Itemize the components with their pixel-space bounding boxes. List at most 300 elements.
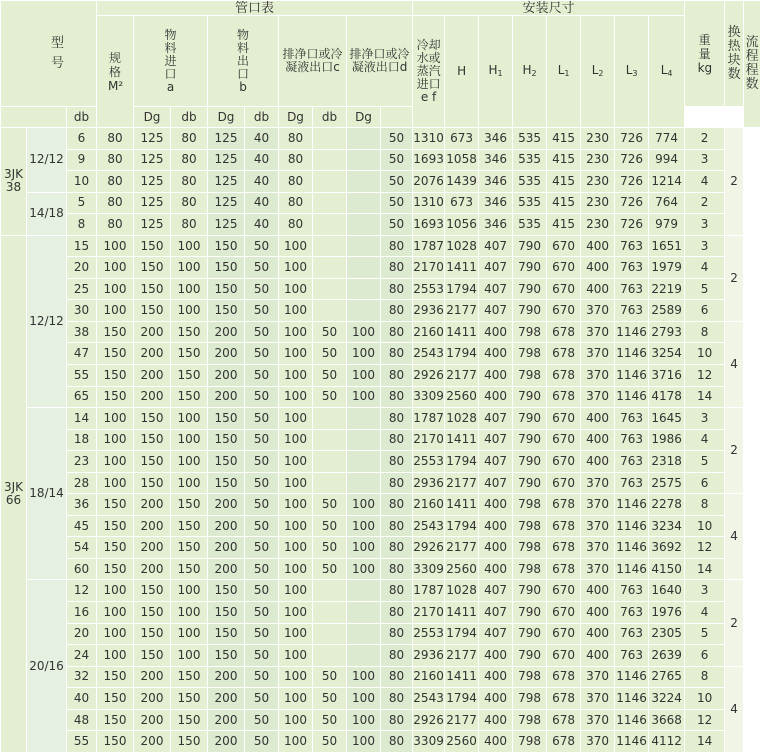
data-cell: 150 bbox=[97, 515, 134, 537]
data-cell: 670 bbox=[547, 278, 581, 300]
data-cell: 150 bbox=[208, 472, 245, 494]
data-cell: 673 bbox=[445, 192, 479, 214]
data-cell: 1146 bbox=[615, 558, 649, 580]
data-cell: 8 bbox=[685, 666, 725, 688]
data-cell: 2553 bbox=[413, 623, 445, 645]
data-cell: 2936 bbox=[413, 472, 445, 494]
data-cell: 100 bbox=[171, 300, 208, 322]
group-cell: 20/16 bbox=[27, 580, 67, 753]
data-cell: 4178 bbox=[649, 386, 685, 408]
data-cell: 40 bbox=[245, 214, 279, 236]
data-cell: 150 bbox=[97, 709, 134, 731]
data-cell: 678 bbox=[547, 365, 581, 387]
data-cell: 763 bbox=[615, 602, 649, 624]
data-cell: 100 bbox=[279, 365, 313, 387]
data-cell: 407 bbox=[479, 300, 513, 322]
data-cell: 80 bbox=[381, 688, 413, 710]
data-cell: 763 bbox=[615, 278, 649, 300]
data-cell: 798 bbox=[513, 731, 547, 753]
data-cell: 150 bbox=[208, 451, 245, 473]
data-cell: 150 bbox=[97, 666, 134, 688]
table-row bbox=[1, 429, 761, 451]
data-cell: 150 bbox=[171, 558, 208, 580]
data-cell: 3 bbox=[685, 214, 725, 236]
data-cell: 2639 bbox=[649, 645, 685, 667]
data-cell: 2543 bbox=[413, 515, 445, 537]
data-cell: 2170 bbox=[413, 429, 445, 451]
data-cell: 370 bbox=[581, 731, 615, 753]
data-cell: 125 bbox=[208, 192, 245, 214]
data-cell: 200 bbox=[208, 365, 245, 387]
data-cell: 50 bbox=[245, 494, 279, 516]
table-row bbox=[1, 558, 761, 580]
data-cell: 400 bbox=[479, 494, 513, 516]
model-cell bbox=[1, 235, 27, 752]
data-cell: 790 bbox=[513, 429, 547, 451]
data-cell: 415 bbox=[547, 128, 581, 150]
data-cell: 50 bbox=[245, 235, 279, 257]
data-cell: 80 bbox=[381, 602, 413, 624]
data-cell: 100 bbox=[171, 602, 208, 624]
data-cell: 678 bbox=[547, 494, 581, 516]
data-cell: 100 bbox=[347, 494, 381, 516]
data-cell: 80 bbox=[381, 429, 413, 451]
data-cell: 125 bbox=[208, 171, 245, 193]
data-cell: 100 bbox=[171, 472, 208, 494]
data-cell bbox=[313, 429, 347, 451]
data-cell: 100 bbox=[171, 429, 208, 451]
table-row bbox=[1, 515, 761, 537]
data-cell: 50 bbox=[245, 558, 279, 580]
outlet-b-db: db bbox=[171, 107, 208, 128]
h-header: H bbox=[445, 16, 479, 128]
data-cell: 150 bbox=[208, 429, 245, 451]
data-cell: 370 bbox=[581, 688, 615, 710]
data-cell: 200 bbox=[208, 537, 245, 559]
data-cell bbox=[313, 128, 347, 150]
data-cell: 50 bbox=[245, 343, 279, 365]
data-cell: 100 bbox=[279, 709, 313, 731]
data-cell: 400 bbox=[581, 235, 615, 257]
data-cell: 4150 bbox=[649, 558, 685, 580]
data-cell: 200 bbox=[134, 558, 171, 580]
data-cell: 150 bbox=[171, 537, 208, 559]
passes-cell: 2 bbox=[725, 580, 744, 666]
data-cell: 200 bbox=[134, 666, 171, 688]
data-cell: 2936 bbox=[413, 645, 445, 667]
data-cell bbox=[313, 300, 347, 322]
drain-c-dg: Dg bbox=[279, 107, 313, 128]
data-cell: 100 bbox=[279, 537, 313, 559]
inlet-a-dg: Dg bbox=[134, 107, 171, 128]
data-cell: 100 bbox=[97, 300, 134, 322]
data-cell: 763 bbox=[615, 300, 649, 322]
data-cell: 1645 bbox=[649, 408, 685, 430]
data-cell: 150 bbox=[171, 365, 208, 387]
outlet-b-dg: Dg bbox=[208, 107, 245, 128]
table-row bbox=[1, 666, 761, 688]
data-cell: 150 bbox=[171, 666, 208, 688]
data-cell: 994 bbox=[649, 149, 685, 171]
spec-cell: 60 bbox=[67, 558, 97, 580]
table-row bbox=[1, 171, 761, 193]
data-cell: 80 bbox=[381, 494, 413, 516]
data-cell: 678 bbox=[547, 321, 581, 343]
data-cell: 50 bbox=[245, 666, 279, 688]
data-cell: 80 bbox=[381, 731, 413, 753]
data-cell: 80 bbox=[97, 192, 134, 214]
data-cell bbox=[347, 257, 381, 279]
data-cell: 2765 bbox=[649, 666, 685, 688]
table-row bbox=[1, 688, 761, 710]
data-cell: 40 bbox=[245, 128, 279, 150]
outlet-b-header: 物料出口b bbox=[208, 16, 279, 107]
data-cell: 1693 bbox=[413, 149, 445, 171]
data-cell: 150 bbox=[171, 343, 208, 365]
data-cell: 407 bbox=[479, 278, 513, 300]
table-row bbox=[1, 537, 761, 559]
data-cell: 12 bbox=[685, 709, 725, 731]
data-cell: 2177 bbox=[445, 300, 479, 322]
data-cell: 370 bbox=[581, 709, 615, 731]
data-cell: 1146 bbox=[615, 731, 649, 753]
data-cell: 2560 bbox=[445, 558, 479, 580]
data-cell: 50 bbox=[245, 451, 279, 473]
data-cell: 1411 bbox=[445, 602, 479, 624]
data-cell: 370 bbox=[581, 321, 615, 343]
passes-cell: 2 bbox=[725, 408, 744, 494]
data-cell: 535 bbox=[513, 128, 547, 150]
data-cell: 1411 bbox=[445, 429, 479, 451]
data-cell: 2305 bbox=[649, 623, 685, 645]
spec-table-body bbox=[1, 128, 761, 753]
drain-c-header: 排净口或冷凝液出口c bbox=[279, 16, 347, 107]
data-cell: 200 bbox=[134, 537, 171, 559]
model-header: 型号 bbox=[1, 1, 97, 107]
table-row bbox=[1, 257, 761, 279]
data-cell: 50 bbox=[245, 709, 279, 731]
data-cell: 1146 bbox=[615, 343, 649, 365]
model-label: 3JK38 bbox=[3, 167, 24, 195]
data-cell: 798 bbox=[513, 365, 547, 387]
data-cell: 50 bbox=[313, 537, 347, 559]
data-cell: 80 bbox=[171, 192, 208, 214]
data-cell: 50 bbox=[313, 666, 347, 688]
spec-cell: 14 bbox=[67, 408, 97, 430]
data-cell: 1411 bbox=[445, 494, 479, 516]
data-cell: 200 bbox=[134, 731, 171, 753]
data-cell: 150 bbox=[97, 321, 134, 343]
data-cell: 100 bbox=[279, 515, 313, 537]
data-cell: 2160 bbox=[413, 666, 445, 688]
weight-plates-subheader-blank bbox=[381, 107, 445, 128]
data-cell: 790 bbox=[513, 257, 547, 279]
data-cell: 200 bbox=[134, 343, 171, 365]
data-cell bbox=[347, 300, 381, 322]
pipe-group-header: 管口表 bbox=[97, 1, 413, 16]
data-cell: 100 bbox=[279, 472, 313, 494]
data-cell: 1794 bbox=[445, 688, 479, 710]
data-cell: 80 bbox=[381, 580, 413, 602]
data-cell: 400 bbox=[581, 580, 615, 602]
data-cell: 3 bbox=[685, 149, 725, 171]
data-cell: 670 bbox=[547, 645, 581, 667]
data-cell: 50 bbox=[313, 515, 347, 537]
data-cell: 150 bbox=[134, 257, 171, 279]
data-cell: 14 bbox=[685, 731, 725, 753]
data-cell: 1794 bbox=[445, 451, 479, 473]
data-cell: 50 bbox=[245, 300, 279, 322]
data-cell: 200 bbox=[134, 515, 171, 537]
data-cell: 3 bbox=[685, 580, 725, 602]
group-cell: 12/12 bbox=[27, 128, 67, 193]
data-cell: 1787 bbox=[413, 408, 445, 430]
data-cell: 678 bbox=[547, 515, 581, 537]
data-cell: 12 bbox=[685, 537, 725, 559]
data-cell: 4 bbox=[685, 602, 725, 624]
passes-cell: 4 bbox=[725, 666, 744, 752]
table-row bbox=[1, 580, 761, 602]
data-cell: 370 bbox=[581, 472, 615, 494]
spec-cell: 18 bbox=[67, 429, 97, 451]
data-cell: 150 bbox=[208, 235, 245, 257]
data-cell bbox=[347, 192, 381, 214]
model-subheader-blank bbox=[1, 107, 67, 128]
data-cell: 150 bbox=[97, 386, 134, 408]
data-cell: 4 bbox=[685, 429, 725, 451]
data-cell: 80 bbox=[381, 386, 413, 408]
spec-cell: 55 bbox=[67, 365, 97, 387]
data-cell: 764 bbox=[649, 192, 685, 214]
data-cell: 1411 bbox=[445, 257, 479, 279]
data-cell: 80 bbox=[381, 257, 413, 279]
data-cell: 1310 bbox=[413, 128, 445, 150]
data-cell: 100 bbox=[279, 645, 313, 667]
data-cell: 230 bbox=[581, 192, 615, 214]
data-cell: 100 bbox=[171, 408, 208, 430]
data-cell: 407 bbox=[479, 235, 513, 257]
table-row bbox=[1, 472, 761, 494]
data-cell: 230 bbox=[581, 128, 615, 150]
data-cell: 1146 bbox=[615, 709, 649, 731]
table-row bbox=[1, 408, 761, 430]
data-cell: 125 bbox=[208, 214, 245, 236]
data-cell: 346 bbox=[479, 214, 513, 236]
data-cell: 2177 bbox=[445, 645, 479, 667]
data-cell: 678 bbox=[547, 558, 581, 580]
data-cell: 2318 bbox=[649, 451, 685, 473]
data-cell: 670 bbox=[547, 451, 581, 473]
spec-cell: 45 bbox=[67, 515, 97, 537]
data-cell: 4 bbox=[685, 257, 725, 279]
data-cell: 670 bbox=[547, 257, 581, 279]
data-cell: 100 bbox=[347, 386, 381, 408]
data-cell: 150 bbox=[208, 645, 245, 667]
data-cell: 80 bbox=[279, 171, 313, 193]
data-cell: 100 bbox=[279, 408, 313, 430]
passes-cell: 4 bbox=[725, 321, 744, 407]
data-cell: 200 bbox=[134, 365, 171, 387]
data-cell: 2076 bbox=[413, 171, 445, 193]
data-cell: 50 bbox=[245, 602, 279, 624]
data-cell: 100 bbox=[97, 257, 134, 279]
spec-cell: 36 bbox=[67, 494, 97, 516]
install-group-header: 安装尺寸 bbox=[413, 1, 685, 16]
data-cell: 5 bbox=[685, 623, 725, 645]
data-cell: 200 bbox=[208, 666, 245, 688]
data-cell: 50 bbox=[313, 321, 347, 343]
data-cell: 3 bbox=[685, 408, 725, 430]
data-cell: 790 bbox=[513, 580, 547, 602]
data-cell: 230 bbox=[581, 214, 615, 236]
drain-d-db: db bbox=[313, 107, 347, 128]
data-cell: 1146 bbox=[615, 537, 649, 559]
data-cell: 726 bbox=[615, 214, 649, 236]
data-cell: 370 bbox=[581, 300, 615, 322]
data-cell: 150 bbox=[171, 494, 208, 516]
spec-cell: 65 bbox=[67, 386, 97, 408]
data-cell: 80 bbox=[97, 149, 134, 171]
data-cell: 790 bbox=[513, 408, 547, 430]
data-cell: 798 bbox=[513, 343, 547, 365]
data-cell bbox=[313, 278, 347, 300]
data-cell: 790 bbox=[513, 645, 547, 667]
data-cell: 150 bbox=[97, 365, 134, 387]
data-cell: 2926 bbox=[413, 709, 445, 731]
data-cell: 50 bbox=[245, 429, 279, 451]
data-cell: 400 bbox=[581, 257, 615, 279]
data-cell: 400 bbox=[479, 537, 513, 559]
data-cell: 2177 bbox=[445, 537, 479, 559]
data-cell: 798 bbox=[513, 321, 547, 343]
data-cell: 100 bbox=[97, 278, 134, 300]
data-cell: 100 bbox=[279, 688, 313, 710]
data-cell: 80 bbox=[381, 343, 413, 365]
data-cell: 726 bbox=[615, 192, 649, 214]
data-cell: 763 bbox=[615, 472, 649, 494]
data-cell: 400 bbox=[581, 429, 615, 451]
data-cell: 2278 bbox=[649, 494, 685, 516]
data-cell: 670 bbox=[547, 429, 581, 451]
data-cell: 774 bbox=[649, 128, 685, 150]
data-cell: 14 bbox=[685, 386, 725, 408]
data-cell: 3254 bbox=[649, 343, 685, 365]
data-cell: 2177 bbox=[445, 709, 479, 731]
data-cell: 100 bbox=[97, 451, 134, 473]
data-cell: 80 bbox=[381, 235, 413, 257]
spec-cell: 12 bbox=[67, 580, 97, 602]
data-cell: 10 bbox=[685, 343, 725, 365]
data-cell: 230 bbox=[581, 149, 615, 171]
data-cell: 2170 bbox=[413, 257, 445, 279]
spec-cell: 15 bbox=[67, 235, 97, 257]
data-cell bbox=[347, 451, 381, 473]
data-cell: 4112 bbox=[649, 731, 685, 753]
passes-header: 流程程数 bbox=[744, 1, 761, 128]
data-cell: 1794 bbox=[445, 623, 479, 645]
data-cell: 100 bbox=[171, 278, 208, 300]
data-cell: 1146 bbox=[615, 515, 649, 537]
data-cell: 80 bbox=[97, 128, 134, 150]
data-cell: 200 bbox=[134, 709, 171, 731]
data-cell: 80 bbox=[381, 408, 413, 430]
data-cell: 400 bbox=[479, 666, 513, 688]
data-cell: 100 bbox=[97, 602, 134, 624]
data-cell: 1028 bbox=[445, 580, 479, 602]
data-cell: 80 bbox=[97, 214, 134, 236]
data-cell: 100 bbox=[347, 688, 381, 710]
data-cell: 2160 bbox=[413, 494, 445, 516]
spec-cell: 20 bbox=[67, 623, 97, 645]
data-cell: 150 bbox=[171, 321, 208, 343]
passes-cell: 2 bbox=[725, 235, 744, 321]
data-cell: 400 bbox=[479, 558, 513, 580]
data-cell: 50 bbox=[245, 645, 279, 667]
data-cell: 150 bbox=[134, 408, 171, 430]
data-cell: 10 bbox=[685, 688, 725, 710]
data-cell: 80 bbox=[381, 645, 413, 667]
l2-header: $L_2$ bbox=[581, 16, 615, 128]
data-cell: 150 bbox=[208, 278, 245, 300]
data-cell: 678 bbox=[547, 343, 581, 365]
data-cell: 2543 bbox=[413, 688, 445, 710]
data-cell: 100 bbox=[279, 235, 313, 257]
data-cell: 100 bbox=[171, 580, 208, 602]
data-cell: 50 bbox=[313, 709, 347, 731]
data-cell: 150 bbox=[134, 300, 171, 322]
data-cell: 100 bbox=[279, 602, 313, 624]
data-cell: 678 bbox=[547, 386, 581, 408]
data-cell: 50 bbox=[313, 494, 347, 516]
data-cell: 50 bbox=[245, 515, 279, 537]
data-cell: 1794 bbox=[445, 278, 479, 300]
data-cell: 763 bbox=[615, 451, 649, 473]
spec-cell: 6 bbox=[67, 128, 97, 150]
spec-cell: 48 bbox=[67, 709, 97, 731]
data-cell: 415 bbox=[547, 192, 581, 214]
data-cell: 2177 bbox=[445, 365, 479, 387]
data-cell: 2936 bbox=[413, 300, 445, 322]
data-cell: 407 bbox=[479, 451, 513, 473]
data-cell: 400 bbox=[479, 386, 513, 408]
data-cell: 100 bbox=[97, 580, 134, 602]
data-cell: 763 bbox=[615, 429, 649, 451]
data-cell: 6 bbox=[685, 645, 725, 667]
spec-cell: 9 bbox=[67, 149, 97, 171]
data-cell: 763 bbox=[615, 235, 649, 257]
data-cell: 100 bbox=[279, 623, 313, 645]
data-cell: 346 bbox=[479, 128, 513, 150]
data-cell: 50 bbox=[381, 149, 413, 171]
data-cell: 100 bbox=[171, 623, 208, 645]
drain-d-dg: Dg bbox=[347, 107, 381, 128]
data-cell: 790 bbox=[513, 451, 547, 473]
data-cell bbox=[347, 408, 381, 430]
data-cell: 100 bbox=[279, 451, 313, 473]
data-cell: 80 bbox=[381, 300, 413, 322]
data-cell: 2553 bbox=[413, 278, 445, 300]
data-cell: 790 bbox=[513, 278, 547, 300]
data-cell bbox=[347, 429, 381, 451]
data-cell: 1146 bbox=[615, 321, 649, 343]
data-cell: 1146 bbox=[615, 386, 649, 408]
data-cell: 100 bbox=[171, 645, 208, 667]
data-cell: 2793 bbox=[649, 321, 685, 343]
data-cell: 100 bbox=[279, 278, 313, 300]
data-cell bbox=[313, 580, 347, 602]
inlet-a-header: 物料进口a bbox=[134, 16, 208, 107]
data-cell: 670 bbox=[547, 300, 581, 322]
